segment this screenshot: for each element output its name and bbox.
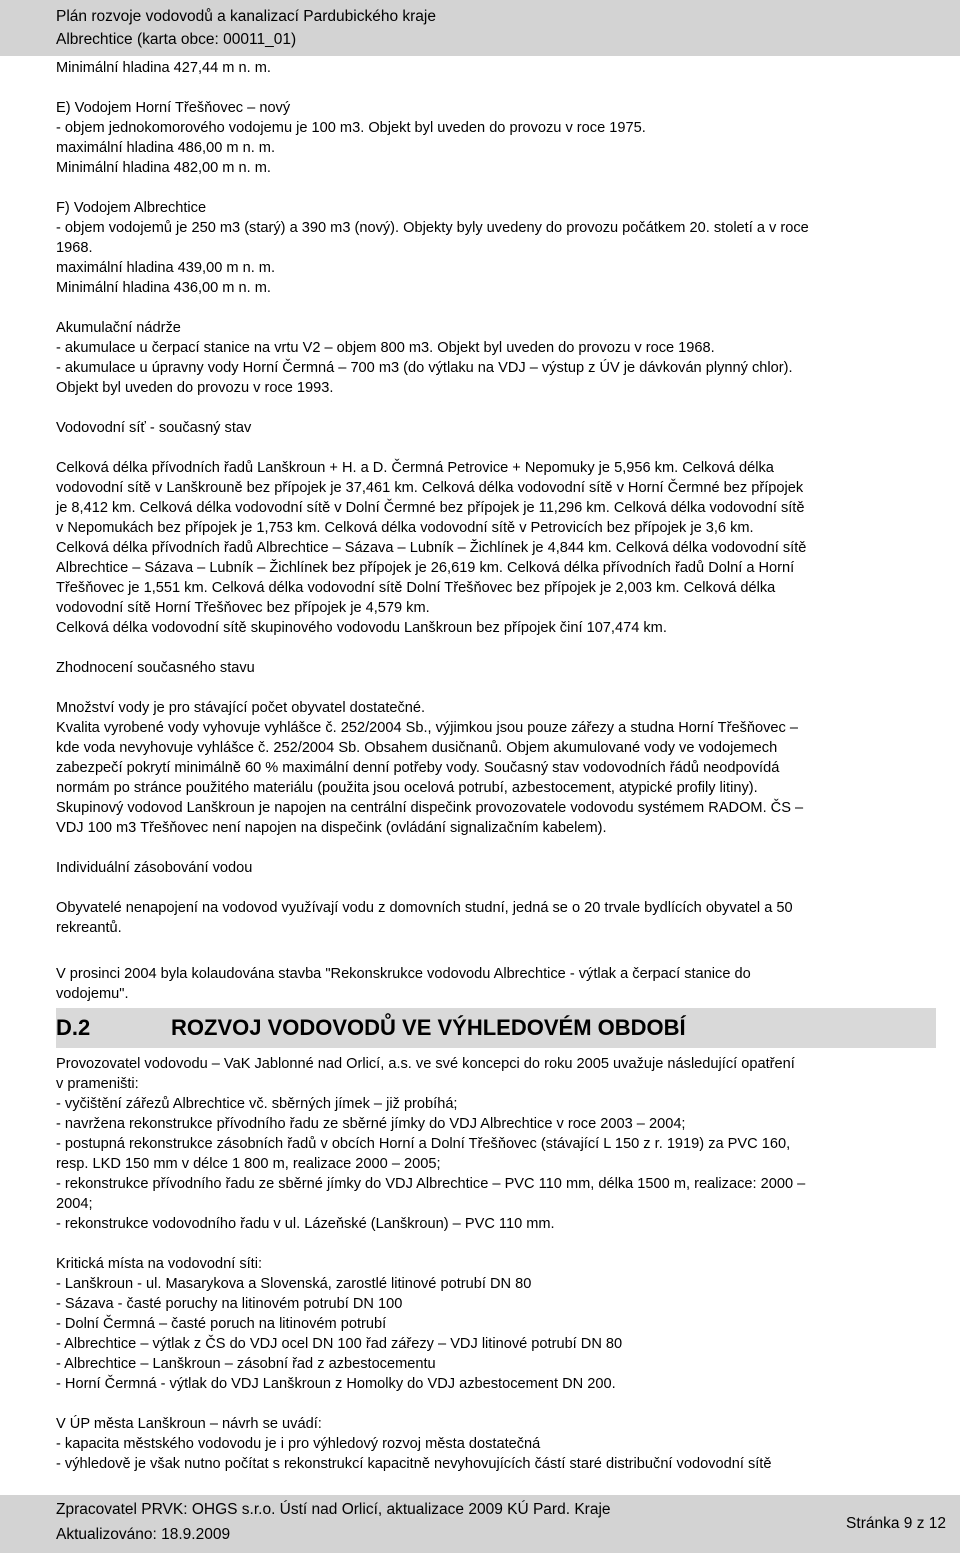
text-line: - vyčištění zářezů Albrechtice vč. sběrných jímek – již probíhá; <box>56 1096 458 1112</box>
text-line: je 8,412 km. Celková délka vodovodní sítě v Dolní Čermné bez přípojek je 11,296 km. Celková délka vodovodní sítě <box>56 500 805 516</box>
text-line: maximální hladina 486,00 m n. m. <box>56 140 276 156</box>
text-line: Minimální hladina 482,00 m n. m. <box>56 160 271 176</box>
zhodnoceni-paragraph <box>56 698 936 838</box>
text-line: v prameništi: <box>56 1076 139 1092</box>
text-line: Minimální hladina 427,44 m n. m. <box>56 60 271 76</box>
up-list <box>56 1434 936 1474</box>
header-subtitle: Albrechtice (karta obce: 00011_01) <box>56 31 297 48</box>
text-line: zabezpečí pokrytí minimálně 60 % maximální denní potřeby vody. Současný stav vodovodních řádů neodpovídá <box>56 760 780 776</box>
sit-paragraph <box>56 458 936 638</box>
text-line: - navržena rekonstrukce přívodního řadu ze sběrné jímky do VDJ Albrechtice v roce 2003 – 2004; <box>56 1116 686 1132</box>
text-line: - postupná rekonstrukce zásobních řadů v obcích Horní a Dolní Třešňovec (stávající L 150 z r. 1919) za PVC 160, <box>56 1136 791 1152</box>
text-line: Provozovatel vodovodu – VaK Jablonné nad Orlicí, a.s. ve své koncepci do roku 2005 uvažuje následující opatření <box>56 1056 795 1072</box>
section-title-vodojem-f: F) Vodojem Albrechtice <box>56 200 207 216</box>
rozvoj-paragraph <box>56 1054 936 1234</box>
text-line: Celková délka vodovodní sítě skupinového vodovodu Lanškroun bez přípojek činí 107,474 km. <box>56 620 667 636</box>
text-line: Minimální hladina 436,00 m n. m. <box>56 280 271 296</box>
section-heading-title: ROZVOJ VODOVODŮ VE VÝHLEDOVÉM OBDOBÍ <box>171 1015 686 1040</box>
text-line: Celková délka přívodních řadů Lanškroun + H. a D. Čermná Petrovice + Nepomuky je 5,956 km. Celková délka <box>56 460 774 476</box>
text-line: - Lanškroun - ul. Masarykova a Slovenská, zarostlé litinové potrubí DN 80 <box>56 1276 532 1292</box>
text-line: Albrechtice – Sázava – Lubník – Žichlínek bez přípojek je 26,619 km. Celková délka přívodních řadů Dolní a Horní <box>56 560 795 576</box>
text-line: - Albrechtice – Lanškroun – zásobní řad z azbestocementu <box>56 1356 436 1372</box>
text-line: - kapacita městského vodovodu je i pro výhledový rozvoj města dostatečná <box>56 1436 541 1452</box>
page-header <box>0 0 960 56</box>
text-line: rekreantů. <box>56 920 122 936</box>
text-line: - rekonstrukce přívodního řadu ze sběrné jímky do VDJ Albrechtice – PVC 110 mm, délka 1500 m, realizace: 2000 – <box>56 1176 806 1192</box>
text-line: Obyvatelé nenapojení na vodovod využívají vodu z domovních studní, jedná se o 20 trvale bydlících obyvatel a 50 <box>56 900 793 916</box>
text-line: maximální hladina 439,00 m n. m. <box>56 260 276 276</box>
text-line: resp. LKD 150 mm v délce 1 800 m, realizace 2000 – 2005; <box>56 1156 441 1172</box>
section-heading-d2 <box>56 1008 936 1048</box>
section-title-akumulace: Akumulační nádrže <box>56 320 181 336</box>
text-line: normám po stránce použitého materiálu (použita jsou ocelová potrubí, azbestocement, atypické profily litiny). <box>56 780 758 796</box>
text-line: Celková délka přívodních řadů Albrechtice – Sázava – Lubník – Žichlínek je 4,844 km. Celková délka vodovodní sítě <box>56 540 807 556</box>
text-line: v Nepomukách bez přípojek je 1,753 km. Celková délka vodovodní sítě v Petrovicích bez přípojek je 3,6 km. <box>56 520 754 536</box>
text-line: V prosinci 2004 byla kolaudována stavba "Rekonskrukce vodovodu Albrechtice - výtlak a čerpací stanice do <box>56 966 751 982</box>
section-title-sit: Vodovodní síť - současný stav <box>56 420 252 436</box>
text-line: - Dolní Čermná – časté poruch na litinovém potrubí <box>56 1316 387 1332</box>
text-line: vodojemu". <box>56 986 129 1002</box>
text-line: - Horní Čermná - výtlak do VDJ Lanškroun z Homolky do VDJ azbestocement DN 200. <box>56 1376 616 1392</box>
text-line: 2004; <box>56 1196 93 1212</box>
text-line: - Albrechtice – výtlak z ČS do VDJ ocel DN 100 řad zářezy – VDJ litinové potrubí DN 80 <box>56 1336 623 1352</box>
text-line: vodovodní sítě v Lanškrouně bez přípojek je 37,461 km. Celková délka vodovodní sítě v Horní Čermné bez přípojek <box>56 480 804 496</box>
text-line: - objem jednokomorového vodojemu je 100 m3. Objekt byl uveden do provozu v roce 1975. <box>56 120 646 136</box>
page-number: Stránka 9 z 12 <box>846 1515 946 1532</box>
text-line: Množství vody je pro stávající počet obyvatel dostatečné. <box>56 700 426 716</box>
section-title-up: V ÚP města Lanškroun – návrh se uvádí: <box>56 1416 322 1432</box>
section-title-zhodnoceni: Zhodnocení současného stavu <box>56 660 255 676</box>
text-line: 1968. <box>56 240 93 256</box>
text-line: vodovodní sítě Horní Třešňovec bez přípojek je 4,579 km. <box>56 600 430 616</box>
kriticka-list <box>56 1274 936 1394</box>
text-line: Třešňovec je 1,551 km. Celková délka vodovodní sítě Dolní Třešňovec bez přípojek je 2,003 km. Celková délka <box>56 580 776 596</box>
text-line: Kvalita vyrobené vody vyhovuje vyhlášce č. 252/2004 Sb., výjimkou jsou pouze zářezy a studna Horní Třešňovec – <box>56 720 798 736</box>
footer-author: Zpracovatel PRVK: OHGS s.r.o. Ústí nad Orlicí, aktualizace 2009 KÚ Pard. Kraje <box>56 1501 611 1518</box>
text-line: - rekonstrukce vodovodního řadu v ul. Lázeňské (Lanškroun) – PVC 110 mm. <box>56 1216 555 1232</box>
text-line: - akumulace u čerpací stanice na vrtu V2 – objem 800 m3. Objekt byl uveden do provozu v roce 1968. <box>56 340 715 356</box>
text-line: Skupinový vodovod Lanškroun je napojen na centrální dispečink provozovatele vodovodu systémem RADOM. ČS – <box>56 800 804 816</box>
kolaudace-paragraph <box>56 964 936 1004</box>
text-line: VDJ 100 m3 Třešňovec není napojen na dispečink (ovládání signalizačním kabelem). <box>56 820 607 836</box>
text-line: - Sázava - časté poruchy na litinovém potrubí DN 100 <box>56 1296 403 1312</box>
text-line: Objekt byl uveden do provozu v roce 1993. <box>56 380 334 396</box>
header-title: Plán rozvoje vodovodů a kanalizací Pardubického kraje <box>56 8 436 25</box>
document-body <box>56 58 936 1474</box>
text-line: - objem vodojemů je 250 m3 (starý) a 390 m3 (nový). Objekty byly uvedeny do provozu počátkem 20. století a v roce <box>56 220 809 236</box>
section-title-kriticka: Kritická místa na vodovodní síti: <box>56 1256 263 1272</box>
text-line: - akumulace u úpravny vody Horní Čermná – 700 m3 (do výtlaku na VDJ – výstup z ÚV je dávkován plynný chlor). <box>56 360 793 376</box>
page-footer <box>0 1495 960 1553</box>
section-title-individualni: Individuální zásobování vodou <box>56 860 253 876</box>
text-line: kde voda nevyhovuje vyhlášce č. 252/2004 Sb. Obsahem dusičnanů. Objem akumulované vody ve vodojemech <box>56 740 778 756</box>
footer-updated: Aktualizováno: 18.9.2009 <box>56 1526 231 1543</box>
section-number: D.2 <box>56 1015 91 1040</box>
individualni-paragraph <box>56 898 936 938</box>
section-title-vodojem-e: E) Vodojem Horní Třešňovec – nový <box>56 100 291 116</box>
text-line: - výhledově je však nutno počítat s rekonstrukcí kapacitně nevyhovujících částí staré distribuční vodovodní sítě <box>56 1456 772 1472</box>
